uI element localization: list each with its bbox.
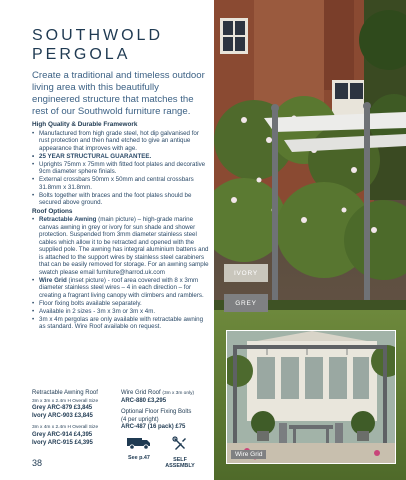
list-item: • 3m x 4m pergolas are only available with retractable awning as standard. Wire Roof available on request.	[32, 316, 210, 331]
awning-lead: Retractable Awning	[39, 216, 97, 223]
swatch-ivory	[224, 264, 268, 282]
list-item	[32, 277, 210, 300]
price-grey-3x3: Grey ARC-879 £3,845	[32, 405, 93, 412]
page-title	[32, 26, 163, 64]
bolts-subtitle: (4 per upright)	[121, 416, 159, 423]
list-item: • Bolts together with braces and the foot plates should be secured above ground.	[32, 192, 210, 207]
list-item: • 25 YEAR STRUCTURAL GUARANTEE.	[32, 153, 210, 161]
wire-block	[121, 390, 194, 405]
swatch-grey-label: GREY	[235, 299, 257, 307]
inset-photo	[226, 330, 396, 464]
list-item: • Floor fixing bolts available separately.	[32, 300, 210, 308]
delivery-van-icon	[126, 436, 152, 450]
list-item: • Available in 2 sizes - 3m x 3m or 3m x 4m.	[32, 308, 210, 316]
bolts-price: ARC-487 (16 pack) £75	[121, 424, 186, 431]
bolts-title: Optional Floor Fixing Bolts	[121, 409, 192, 416]
product-description	[32, 121, 210, 332]
roof-heading: Roof Options	[32, 207, 73, 215]
page-number: 38	[32, 458, 43, 468]
bolts-block	[121, 409, 194, 432]
wire-pricing	[121, 390, 194, 436]
assembly-info	[160, 436, 200, 469]
title-line-1: SOUTHWOLD	[32, 27, 163, 44]
assembly-label-2: ASSEMBLY	[165, 463, 195, 469]
quality-heading: High Quality & Durable Framework	[32, 121, 138, 128]
tools-icon	[172, 436, 188, 452]
title-line-2: PERGOLA	[32, 46, 131, 63]
wire-grid-pergola-photo	[227, 331, 395, 463]
list-item: • External crossbars 50mm x 50mm and central crossbars 31.8mm x 31.8mm.	[32, 176, 210, 191]
size-3x3: 3m x 3m x 2.4m H Overall Size	[32, 398, 99, 404]
price-grey-3x4: Grey ARC-914 £4,395	[32, 431, 93, 438]
wire-price: ARC-880 £3,295	[121, 397, 167, 404]
wire-note: (3m x 3m only)	[162, 391, 195, 396]
assembly-label-1: SELF	[173, 457, 187, 463]
grid-lead: Wire Grid	[39, 276, 67, 284]
awning-text: (main picture) – high-grade marine canvas awning in grey or ivory for sun shade and shower protection. Suspended from 3mm diameter stainless steel cables which allow it to be retracted and opened with the supplied pole. The awning has integral aluminium battens and is attached to the support wires by stainless steel carabiners that can be easily removed for storage. For an awning sample swatch please email furniture@harrod.uk.com	[39, 216, 209, 276]
swatch-ivory-label: IVORY	[233, 269, 259, 277]
awning-title: Retractable Awning Roof	[32, 390, 98, 396]
inset-caption: Wire Grid	[231, 450, 266, 459]
list-item: • Manufactured from high grade steel, hot dip galvanised for rust protection and then hand etched to give an antique appearance that improves with age.	[32, 130, 210, 153]
size-3x4: 3m x 4m x 2.4m H Overall Size	[32, 425, 99, 431]
price-ivory-3x4: Ivory ARC-915 £4,395	[32, 439, 93, 446]
list-item: • Uprights 75mm x 75mm with fitted foot plates and decorative 9cm diameter sphere finials.	[32, 161, 210, 176]
price-ivory-3x3: Ivory ARC-903 £3,845	[32, 412, 93, 419]
swatch-grey	[224, 294, 268, 312]
list-item	[32, 216, 210, 276]
delivery-info	[120, 436, 158, 461]
grid-text: (inset picture) - roof area covered with 8 x 3mm diameter stainless steel wires – 4 in each direction – for creating a fragrant living canopy with climbers and ramblers.	[39, 276, 204, 299]
roof-list	[32, 216, 210, 331]
intro-paragraph: Create a traditional and timeless outdoor living area with this beautifully engineered structure that matches the rest of our Southwold furniture range.	[32, 70, 205, 117]
quality-list	[32, 130, 210, 207]
service-icons	[120, 436, 215, 469]
awning-pricing	[32, 390, 98, 447]
wire-title: Wire Grid Roof	[121, 390, 161, 396]
delivery-label: See p.47	[128, 455, 150, 461]
